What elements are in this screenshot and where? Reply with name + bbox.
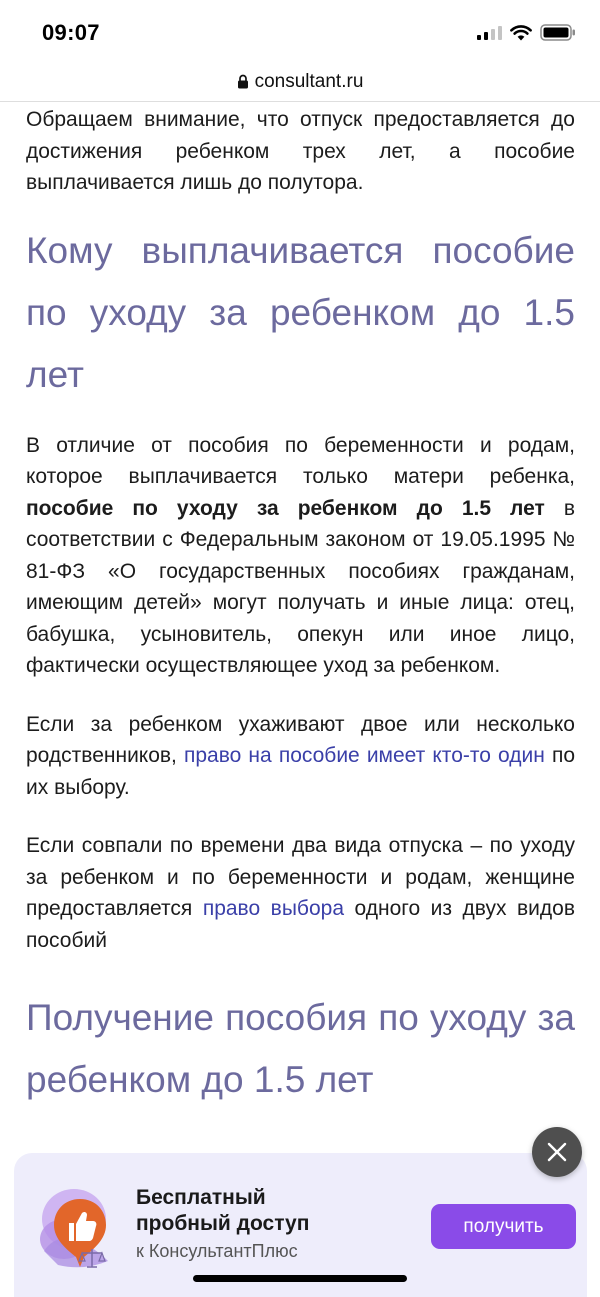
paragraph-text: Если за ребенком ухаживают двое или несколько родственников, xyxy=(26,712,575,767)
link-right-to-benefit[interactable]: право на пособие имеет кто-то один xyxy=(184,744,545,767)
paragraph-text: по их выбору. xyxy=(26,744,576,799)
banner-title-line2: пробный доступ xyxy=(136,1212,310,1235)
paragraph-text: Если совпали по времени два вида отпуска – по уходу за ребенком и по беременности и родам, женщине предоставляется xyxy=(26,834,575,920)
consultant-logo xyxy=(34,1181,126,1273)
url-domain: consultant.ru xyxy=(254,70,364,92)
paragraph-text: одного из двух видов пособий xyxy=(26,897,575,952)
close-icon xyxy=(546,1141,568,1163)
section-heading-who-receives: Кому выплачивается пособие по уходу за ребенком до 1.5 лет xyxy=(26,229,575,395)
bold-term: пособие по уходу за ребенком до 1.5 лет xyxy=(26,496,545,520)
lock-icon xyxy=(237,74,249,89)
paragraph-text: В отличие от пособия по беременности и родам, которое выплачивается только матери ребенка, xyxy=(26,433,575,488)
article-content xyxy=(26,104,575,1111)
paragraph-text: в соответствии с Федеральным законом от 19.05.1995 № 81-ФЗ «О государственных пособиях гражданам, имеющим детей» могут получать и иные лица: отец, бабушка, усыновитель, опекун или иное лицо, фактически осуществляющее уход за ребенком. xyxy=(26,496,575,677)
banner-subtitle: к КонсультантПлюс xyxy=(136,1241,298,1261)
wifi-icon xyxy=(510,25,532,41)
battery-icon xyxy=(540,24,576,41)
close-banner-button[interactable] xyxy=(532,1127,582,1177)
banner-text xyxy=(136,1185,309,1263)
banner-title-line1: Бесплатный xyxy=(136,1186,266,1209)
status-bar xyxy=(0,0,600,62)
article-paragraph-relatives xyxy=(26,709,575,804)
article-paragraph-recipients xyxy=(26,430,575,682)
status-time: 09:07 xyxy=(42,20,100,45)
article-paragraph-vacation-note: Обращаем внимание, что отпуск предоставляется до достижения ребенком трех лет, а пособие выплачивается лишь до полутора. xyxy=(26,108,575,194)
section-heading-getting-benefit: Получение пособия по уходу за ребенком до 1.5 лет xyxy=(26,997,575,1100)
link-right-of-choice[interactable]: право выбора xyxy=(202,897,344,920)
status-icons xyxy=(477,24,576,41)
url-bar[interactable] xyxy=(0,62,600,102)
cellular-signal-icon xyxy=(477,26,502,40)
article-paragraph-choice xyxy=(26,830,575,956)
home-indicator[interactable] xyxy=(193,1275,407,1282)
get-access-button[interactable]: получить xyxy=(431,1204,576,1249)
